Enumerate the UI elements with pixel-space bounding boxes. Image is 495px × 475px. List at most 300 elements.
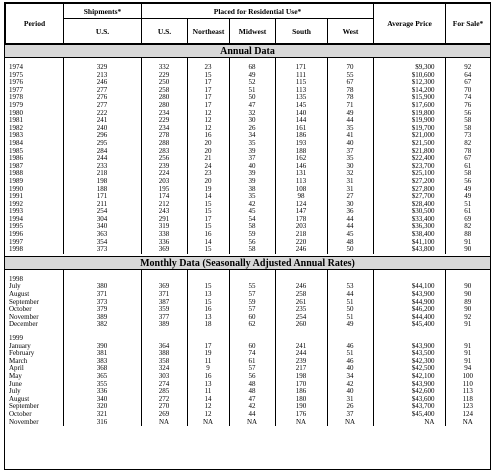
table-cell: 42 — [229, 403, 275, 411]
table-cell: 40 — [327, 388, 373, 396]
row-label: October — [9, 306, 32, 314]
table-cell: 241 — [63, 117, 141, 125]
table-cell: 332 — [141, 64, 187, 72]
table-row — [5, 276, 490, 284]
table-cell: 250 — [141, 79, 187, 87]
table-cell: 48 — [229, 388, 275, 396]
table-cell: 73 — [445, 132, 490, 140]
table-cell: 78 — [327, 94, 373, 102]
table-cell: 188 — [63, 186, 141, 194]
table-cell: 270 — [141, 403, 187, 411]
table-cell: 27 — [327, 193, 373, 201]
table-cell — [63, 276, 141, 284]
table-cell: 261 — [275, 299, 327, 307]
table-row — [5, 239, 490, 247]
table-row — [5, 358, 490, 366]
table-cell: 140 — [275, 110, 327, 118]
table-cell: 82 — [445, 223, 490, 231]
table-cell — [445, 335, 490, 343]
table-cell: 246 — [275, 283, 327, 291]
table-cell: 51 — [327, 350, 373, 358]
table-cell: 35 — [229, 140, 275, 148]
sub-header-us-shipments: U.S. — [64, 19, 142, 44]
table-cell: 19 — [187, 186, 229, 194]
table-cell: $21,000 — [373, 132, 445, 140]
table-cell: $23,700 — [373, 163, 445, 171]
table-row — [5, 102, 490, 110]
row-label: 1990 — [9, 185, 23, 193]
table-cell — [327, 276, 373, 284]
table-cell: 45 — [229, 208, 275, 216]
table-cell: 198 — [275, 373, 327, 381]
table-cell: 90 — [445, 291, 490, 299]
table-cell: 188 — [275, 148, 327, 156]
row-label: June — [9, 380, 22, 388]
table-cell: 135 — [275, 94, 327, 102]
table-cell: 40 — [229, 163, 275, 171]
table-cell: 373 — [63, 299, 141, 307]
table-cell: 178 — [275, 216, 327, 224]
table-cell: 71 — [327, 102, 373, 110]
table-cell: 176 — [275, 411, 327, 419]
table-cell: NA — [275, 419, 327, 427]
table-cell: 20 — [187, 148, 229, 156]
table-cell: 269 — [141, 411, 187, 419]
table-row — [5, 419, 490, 427]
table-header — [5, 3, 491, 44]
table-row — [5, 335, 490, 343]
row-label: 1984 — [9, 139, 23, 147]
table-cell: 354 — [63, 239, 141, 247]
table-cell: 190 — [275, 403, 327, 411]
table-cell: 365 — [63, 373, 141, 381]
table-cell: 213 — [63, 72, 141, 80]
table-cell: 222 — [63, 110, 141, 118]
table-cell: 340 — [63, 396, 141, 404]
table-cell: 336 — [141, 239, 187, 247]
table-cell: 68 — [229, 64, 275, 72]
table-cell: 70 — [445, 87, 490, 95]
table-cell: 61 — [445, 163, 490, 171]
table-cell: 88 — [445, 231, 490, 239]
table-cell: 90 — [445, 283, 490, 291]
table-cell: 26 — [327, 403, 373, 411]
table-cell: 284 — [63, 148, 141, 156]
table-cell: 240 — [63, 125, 141, 133]
table-cell: 258 — [275, 291, 327, 299]
table-cell: 94 — [445, 365, 490, 373]
table-cell: 224 — [141, 170, 187, 178]
table-cell: 246 — [275, 246, 327, 254]
table-cell: 78 — [327, 87, 373, 95]
table-cell — [229, 335, 275, 343]
table-cell: 280 — [141, 102, 187, 110]
table-cell — [187, 335, 229, 343]
table-cell: 147 — [275, 208, 327, 216]
table-cell: 35 — [327, 155, 373, 163]
table-cell: 388 — [141, 350, 187, 358]
table-cell: 40 — [327, 365, 373, 373]
table-cell: 303 — [141, 373, 187, 381]
table-cell: $44,900 — [373, 299, 445, 307]
table-cell: 50 — [229, 94, 275, 102]
table-row — [5, 94, 490, 102]
table-cell — [445, 276, 490, 284]
table-cell: 256 — [141, 155, 187, 163]
table-row — [5, 170, 490, 178]
table-cell — [141, 276, 187, 284]
table-cell: NA — [445, 419, 490, 427]
table-cell: 243 — [141, 208, 187, 216]
table-cell: 186 — [275, 388, 327, 396]
table-cell: $21,500 — [373, 140, 445, 148]
table-cell: 50 — [327, 246, 373, 254]
table-cell: 277 — [63, 102, 141, 110]
table-cell: 52 — [229, 79, 275, 87]
table-row — [5, 388, 490, 396]
table-cell: 15 — [187, 201, 229, 209]
table-cell: 100 — [445, 373, 490, 381]
table-cell: 9 — [187, 365, 229, 373]
row-label: 1998 — [9, 246, 23, 254]
row-label: December — [9, 321, 38, 329]
table-cell: 13 — [187, 314, 229, 322]
table-cell: 90 — [445, 306, 490, 314]
table-cell: 59 — [229, 231, 275, 239]
table-cell: 321 — [63, 411, 141, 419]
table-cell: 14 — [187, 193, 229, 201]
table-cell: 340 — [63, 223, 141, 231]
table-cell: 90 — [445, 246, 490, 254]
table-cell: 17 — [187, 216, 229, 224]
table-cell: 285 — [141, 388, 187, 396]
table-cell: 16 — [187, 132, 229, 140]
table-cell: 47 — [229, 102, 275, 110]
table-cell: 57 — [229, 365, 275, 373]
table-cell: $43,700 — [373, 403, 445, 411]
table-row — [5, 223, 490, 231]
table-cell: 217 — [275, 365, 327, 373]
table-row — [5, 79, 490, 87]
monthly-data-table — [5, 270, 490, 426]
table-cell: 45 — [327, 231, 373, 239]
table-cell: 48 — [229, 381, 275, 389]
table-cell: 59 — [229, 299, 275, 307]
table-cell: 180 — [275, 396, 327, 404]
table-cell: 14 — [187, 396, 229, 404]
table-cell: 295 — [63, 140, 141, 148]
table-cell: 16 — [187, 373, 229, 381]
table-row — [5, 381, 490, 389]
row-label: 1995 — [9, 223, 23, 231]
table-cell: $10,600 — [373, 72, 445, 80]
table-cell: 123 — [445, 403, 490, 411]
row-label: 1993 — [9, 208, 23, 216]
table-cell: 379 — [63, 306, 141, 314]
table-cell: 46 — [327, 358, 373, 366]
table-cell: 58 — [445, 125, 490, 133]
table-cell: 389 — [63, 314, 141, 322]
table-cell: $46,200 — [373, 306, 445, 314]
table-cell: $9,300 — [373, 64, 445, 72]
table-cell: 61 — [445, 208, 490, 216]
table-cell: 144 — [275, 117, 327, 125]
row-label: 1975 — [9, 71, 23, 79]
table-cell: 338 — [141, 231, 187, 239]
table-cell — [187, 276, 229, 284]
monthly-section-title: Monthly Data (Seasonally Adjusted Annual Rates) — [5, 256, 490, 270]
table-row — [5, 125, 490, 133]
row-label: 1977 — [9, 86, 23, 94]
table-cell: 241 — [275, 343, 327, 351]
table-cell: 51 — [327, 299, 373, 307]
table-cell — [275, 335, 327, 343]
sub-header-west: West — [328, 19, 374, 44]
table-cell: 58 — [445, 117, 490, 125]
table-cell: 15 — [187, 299, 229, 307]
table-cell: 34 — [327, 373, 373, 381]
row-label: 1994 — [9, 215, 23, 223]
annual-section-title: Annual Data — [5, 44, 490, 58]
table-cell: 61 — [229, 358, 275, 366]
table-cell: 254 — [275, 314, 327, 322]
table-cell: 212 — [141, 201, 187, 209]
table-cell: 32 — [327, 170, 373, 178]
table-cell: 17 — [187, 102, 229, 110]
table-row — [5, 299, 490, 307]
table-cell: 92 — [445, 314, 490, 322]
row-label: August — [9, 395, 30, 403]
table-cell — [373, 335, 445, 343]
table-cell: 124 — [275, 201, 327, 209]
table-cell: 49 — [445, 193, 490, 201]
table-cell: $12,300 — [373, 79, 445, 87]
table-cell: 174 — [141, 193, 187, 201]
table-cell: 244 — [63, 155, 141, 163]
row-label: October — [9, 410, 32, 418]
table-cell: 60 — [229, 314, 275, 322]
row-label: 1982 — [9, 124, 23, 132]
table-cell: 31 — [327, 396, 373, 404]
table-cell — [373, 276, 445, 284]
table-cell: $45,400 — [373, 411, 445, 419]
table-cell: 329 — [63, 64, 141, 72]
table-cell: 70 — [327, 64, 373, 72]
table-cell: 37 — [327, 411, 373, 419]
row-label: 1989 — [9, 177, 23, 185]
table-cell: $43,800 — [373, 246, 445, 254]
table-cell: 336 — [63, 388, 141, 396]
placed-header: Placed for Residential Use* — [142, 4, 374, 19]
table-cell: 17 — [187, 343, 229, 351]
table-cell: $42,500 — [373, 365, 445, 373]
row-label: September — [9, 298, 39, 306]
table-cell: 64 — [445, 72, 490, 80]
table-row — [5, 350, 490, 358]
table-row — [5, 201, 490, 209]
table-cell: $41,100 — [373, 239, 445, 247]
table-cell: 48 — [327, 239, 373, 247]
annual-data-table — [5, 58, 490, 254]
table-cell: 15 — [187, 283, 229, 291]
table-cell: $19,700 — [373, 125, 445, 133]
year-label: 1999 — [9, 335, 23, 342]
table-cell: 20 — [187, 140, 229, 148]
table-cell: 118 — [445, 396, 490, 404]
table-cell: 30 — [229, 117, 275, 125]
table-cell: 62 — [229, 321, 275, 329]
table-row — [5, 231, 490, 239]
row-label: July — [9, 283, 21, 291]
table-cell — [63, 335, 141, 343]
table-cell: 67 — [445, 79, 490, 87]
row-label: March — [9, 357, 28, 365]
table-row — [5, 140, 490, 148]
table-cell: 162 — [275, 155, 327, 163]
table-cell: 272 — [141, 396, 187, 404]
table-cell: 364 — [141, 343, 187, 351]
table-cell: $43,900 — [373, 381, 445, 389]
table-cell: 277 — [63, 87, 141, 95]
table-cell: 21 — [187, 155, 229, 163]
table-cell: 89 — [445, 299, 490, 307]
table-row — [5, 193, 490, 201]
table-row — [5, 64, 490, 72]
table-cell: 11 — [187, 388, 229, 396]
sub-header-south: South — [276, 19, 328, 44]
table-cell: 30 — [327, 201, 373, 209]
table-cell: 113 — [275, 178, 327, 186]
table-cell: 203 — [141, 178, 187, 186]
table-cell: 44 — [327, 117, 373, 125]
row-label: February — [9, 350, 35, 358]
table-cell: 258 — [141, 87, 187, 95]
data-table-page — [4, 2, 491, 470]
table-cell: 373 — [63, 246, 141, 254]
table-cell: $14,200 — [373, 87, 445, 95]
table-cell: 131 — [275, 170, 327, 178]
table-cell: 56 — [445, 178, 490, 186]
table-cell: 26 — [229, 125, 275, 133]
row-label: 1981 — [9, 117, 23, 125]
shipments-header: Shipments* — [64, 4, 142, 19]
row-label: 1976 — [9, 79, 23, 87]
row-label: 1980 — [9, 109, 23, 117]
table-cell: 203 — [275, 223, 327, 231]
table-cell: 51 — [327, 314, 373, 322]
table-cell: 39 — [229, 178, 275, 186]
table-cell: 17 — [187, 94, 229, 102]
table-cell: 74 — [445, 94, 490, 102]
table-row — [5, 72, 490, 80]
table-cell: 49 — [445, 186, 490, 194]
table-cell: 239 — [141, 163, 187, 171]
table-cell: 16 — [187, 306, 229, 314]
table-cell: 55 — [327, 72, 373, 80]
table-row — [5, 186, 490, 194]
table-cell: 110 — [445, 381, 490, 389]
table-cell: 113 — [275, 87, 327, 95]
table-cell: 371 — [63, 291, 141, 299]
table-cell: 234 — [141, 125, 187, 133]
row-label: 1997 — [9, 238, 23, 246]
table-cell: 218 — [275, 231, 327, 239]
table-row — [5, 163, 490, 171]
table-cell: 358 — [141, 358, 187, 366]
table-cell: $43,500 — [373, 350, 445, 358]
table-cell: 145 — [275, 102, 327, 110]
table-cell: 47 — [229, 396, 275, 404]
table-cell: NA — [373, 419, 445, 427]
table-cell: $27,800 — [373, 186, 445, 194]
row-label: November — [9, 418, 39, 426]
table-cell: 37 — [327, 148, 373, 156]
table-cell: 235 — [275, 306, 327, 314]
row-label: 1979 — [9, 101, 23, 109]
table-cell: 369 — [141, 246, 187, 254]
table-cell: 296 — [63, 132, 141, 140]
table-cell: 387 — [141, 299, 187, 307]
table-cell: 78 — [445, 148, 490, 156]
table-cell: 115 — [275, 79, 327, 87]
sub-header-midwest: Midwest — [230, 19, 276, 44]
table-cell: 56 — [445, 110, 490, 118]
table-cell: 15 — [187, 208, 229, 216]
table-cell: 171 — [63, 193, 141, 201]
table-row — [5, 403, 490, 411]
table-cell: 369 — [141, 283, 187, 291]
table-cell: $25,100 — [373, 170, 445, 178]
sub-header-northeast: Northeast — [188, 19, 230, 44]
table-cell: 51 — [445, 201, 490, 209]
table-cell: 60 — [229, 343, 275, 351]
table-cell: 288 — [141, 140, 187, 148]
table-cell: 111 — [275, 72, 327, 80]
table-cell: $42,600 — [373, 388, 445, 396]
table-cell: 198 — [63, 178, 141, 186]
table-cell: 67 — [327, 79, 373, 87]
table-cell: 23 — [187, 64, 229, 72]
row-label: November — [9, 313, 39, 321]
table-cell: 41 — [327, 132, 373, 140]
table-cell — [275, 276, 327, 284]
table-row — [5, 148, 490, 156]
row-label: 1985 — [9, 147, 23, 155]
table-cell: 54 — [229, 216, 275, 224]
table-row — [5, 291, 490, 299]
table-cell: $43,900 — [373, 343, 445, 351]
table-cell: 324 — [141, 365, 187, 373]
table-cell: 44 — [327, 216, 373, 224]
table-cell: 15 — [187, 72, 229, 80]
table-cell: 161 — [275, 125, 327, 133]
table-cell: 377 — [141, 314, 187, 322]
table-row — [5, 365, 490, 373]
table-cell: 234 — [141, 110, 187, 118]
table-cell: 76 — [445, 102, 490, 110]
table-row — [5, 306, 490, 314]
table-cell: 35 — [229, 193, 275, 201]
row-label: 1987 — [9, 162, 23, 170]
table-cell: 56 — [229, 239, 275, 247]
table-cell: 44 — [327, 291, 373, 299]
for-sale-header: For Sale* — [446, 4, 491, 44]
table-cell: 17 — [187, 87, 229, 95]
table-cell: 229 — [141, 72, 187, 80]
table-cell: $19,900 — [373, 117, 445, 125]
table-cell: 42 — [327, 381, 373, 389]
table-row — [5, 87, 490, 95]
